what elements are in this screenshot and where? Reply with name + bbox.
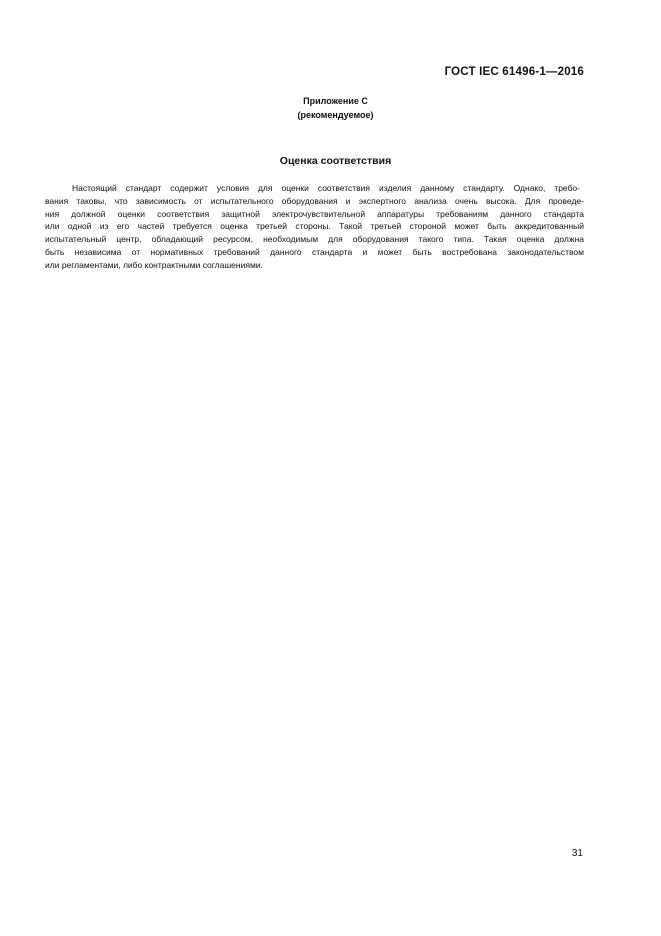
- page-number: 31: [571, 848, 583, 859]
- appendix-status: (рекомендуемое): [297, 110, 374, 120]
- section-title: Оценка соответствия: [279, 155, 392, 167]
- paragraph-line-7: или регламентами, либо контрактными соглашениями.: [45, 259, 263, 270]
- paragraph-line-2: вания таковы, что зависимость от испытательного оборудования и экспертного анализа очень высока. Для проведе-: [45, 195, 584, 206]
- appendix-heading: [0, 94, 661, 122]
- body-paragraph: [45, 182, 584, 272]
- paragraph-line-4: или одной из его частей требуется оценка третьей стороны. Такой третьей стороной может быть аккредитованный: [45, 221, 584, 232]
- paragraph-line-1: Настоящий стандарт содержит условия для оценки соответствия изделия данному стандарту. Однако, требо-: [72, 183, 580, 193]
- standard-code-header: ГОСТ IEC 61496-1—2016: [444, 66, 584, 78]
- paragraph-line-5: испытательный центр, обладающий ресурсом, необходимым для оборудования такого типа. Такая оценка должна: [45, 234, 584, 245]
- paragraph-line-3: ния должной оценки соответствия защитной электрочувствительной аппаратуры требованиям данного стандарта: [45, 208, 584, 219]
- paragraph-line-6: быть независима от нормативных требований данного стандарта и может быть востребована законодательством: [45, 246, 584, 257]
- appendix-label: Приложение С: [303, 96, 368, 106]
